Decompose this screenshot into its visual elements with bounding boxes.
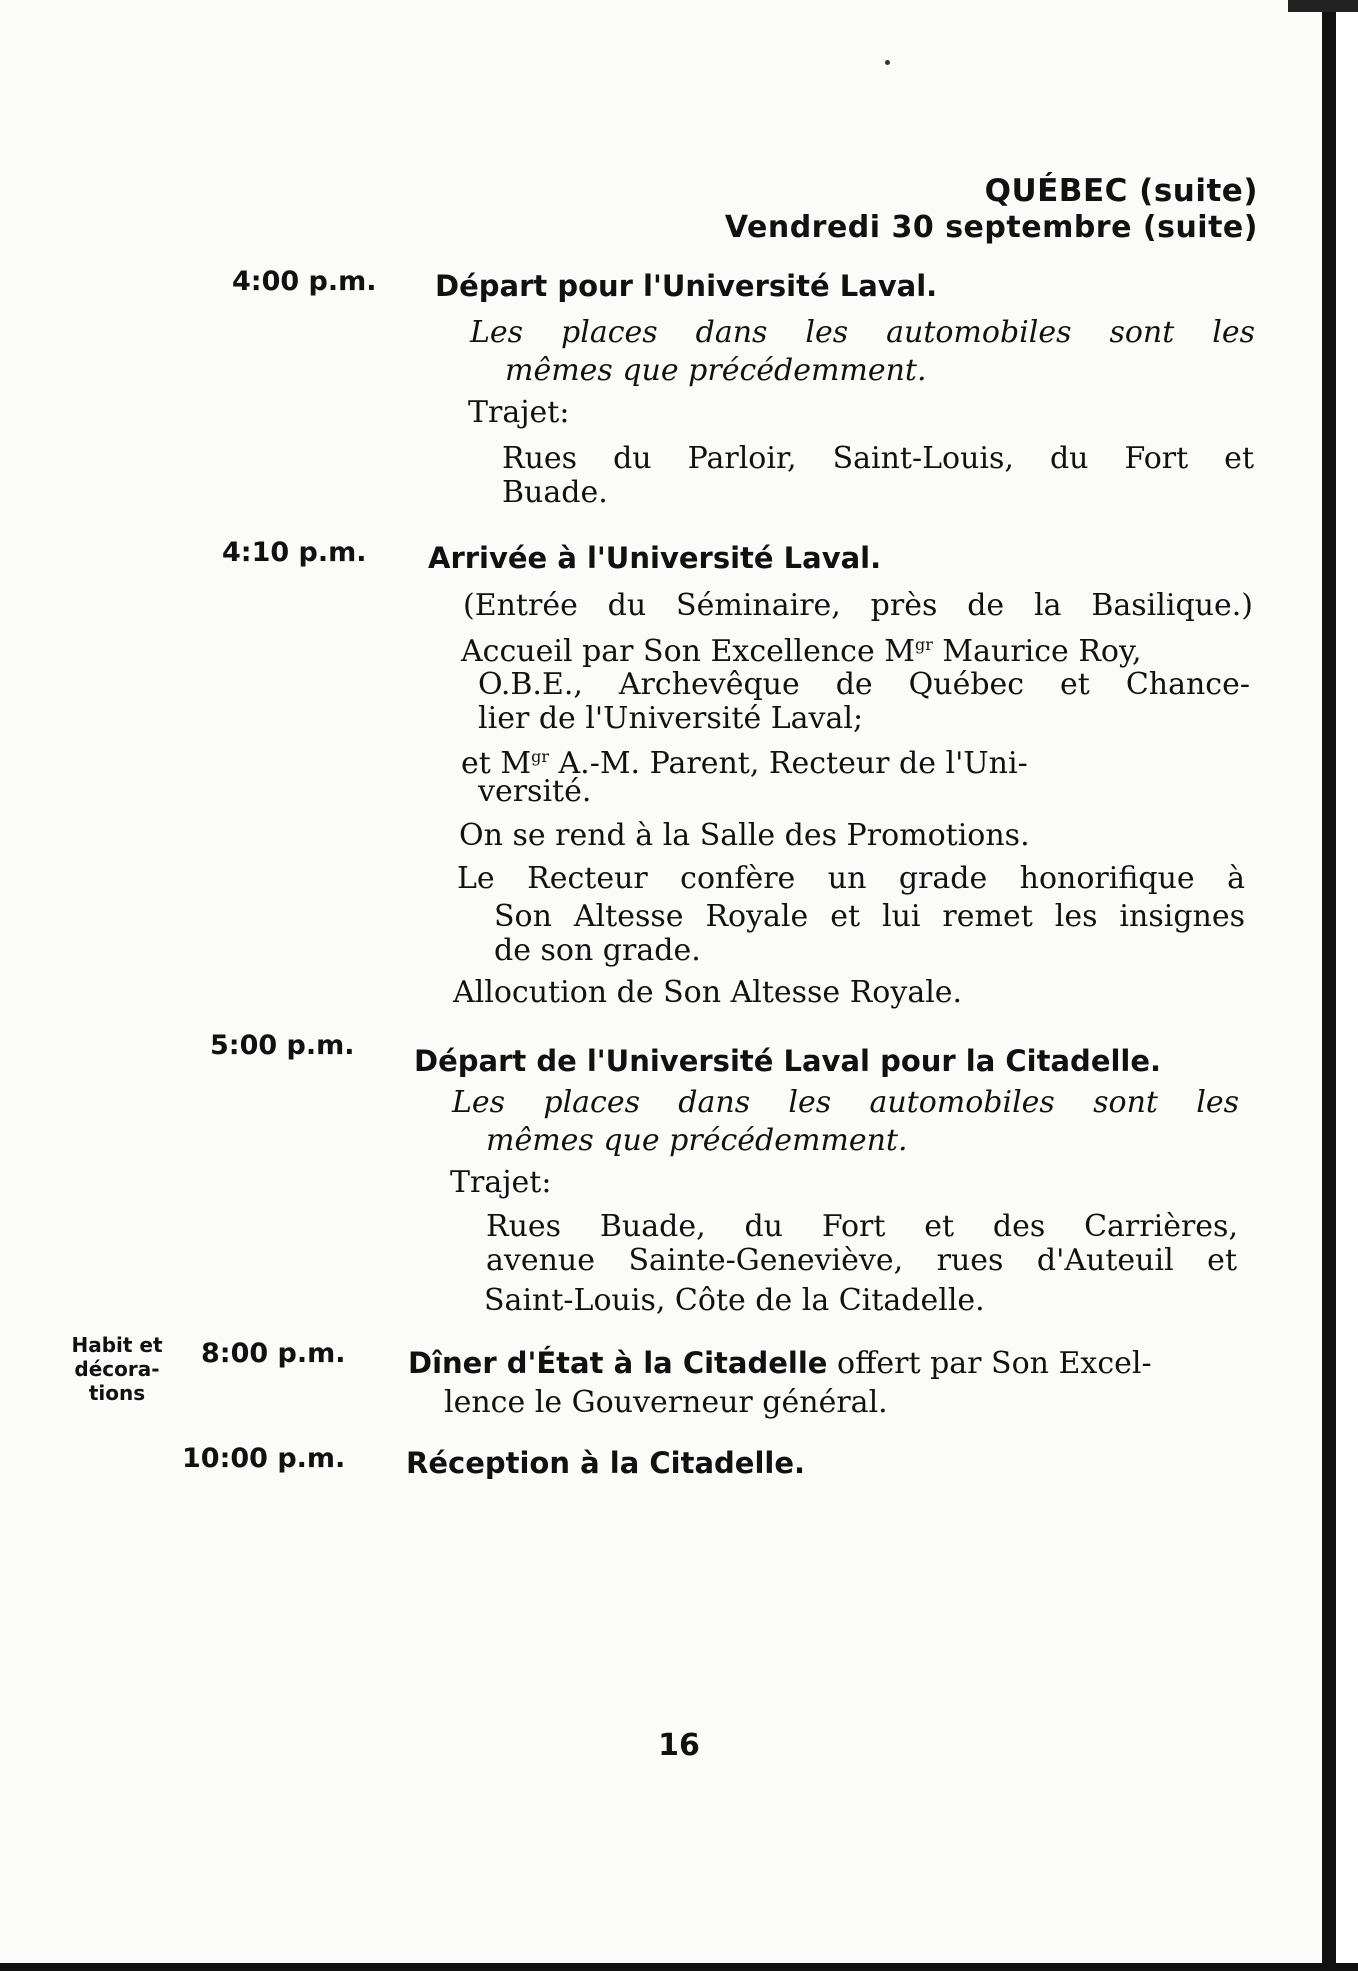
entry-line: Trajet: [468, 395, 570, 430]
entry-line: Les places dans les automobiles sont les [470, 315, 1255, 350]
entry-time: 5:00 p.m. [210, 1030, 355, 1061]
entry-line: Saint-Louis, Côte de la Citadelle. [484, 1283, 985, 1318]
dress-code-note [58, 1333, 176, 1405]
entry-line: de son grade. [494, 933, 701, 968]
entry-line: Le Recteur confère un grade honorifique à [457, 861, 1245, 896]
entry-line: Allocution de Son Altesse Royale. [453, 975, 963, 1010]
entry-line: Son Altesse Royale et lui remet les insignes [494, 899, 1245, 934]
entry-time: 8:00 p.m. [201, 1338, 346, 1369]
page-edge-bottom [0, 1963, 1358, 1971]
superscript: gr [531, 747, 549, 766]
header-city: QUÉBEC (suite) [984, 173, 1258, 209]
entry-title: Départ pour l'Université Laval. [435, 269, 938, 303]
entry-title: Arrivée à l'Université Laval. [428, 541, 882, 575]
entry-time: 4:10 p.m. [222, 537, 367, 568]
entry-title: Réception à la Citadelle. [406, 1446, 806, 1480]
entry-line: lier de l'Université Laval; [478, 701, 864, 736]
title-bold: Dîner d'État à la Citadelle [408, 1346, 828, 1380]
entry-line: Les places dans les automobiles sont les [452, 1085, 1239, 1120]
line-text: Maurice Roy, [932, 634, 1142, 669]
entry-line: On se rend à la Salle des Promotions. [459, 818, 1030, 853]
entry-time: 4:00 p.m. [232, 266, 377, 297]
entry-line: mêmes que précédemment. [505, 353, 927, 388]
entry-line: (Entrée du Séminaire, près de la Basilique.) [463, 588, 1253, 623]
entry-line: lence le Gouverneur général. [444, 1385, 888, 1420]
superscript: gr [914, 635, 933, 654]
page-number: 16 [658, 1728, 700, 1763]
entry-line: Rues Buade, du Fort et des Carrières, [486, 1209, 1238, 1244]
scan-margin [1336, 0, 1358, 1971]
line-text: Accueil par Son Excellence M [461, 634, 915, 669]
entry-line: mêmes que précédemment. [486, 1123, 908, 1158]
entry-line: versité. [478, 774, 592, 809]
entry-line [461, 628, 1254, 669]
entry-line: O.B.E., Archevêque de Québec et Chance- [478, 667, 1250, 702]
title-plain: offert par Son Excel- [827, 1346, 1152, 1381]
note-line: tions [88, 1381, 146, 1405]
header-date: Vendredi 30 septembre (suite) [724, 210, 1258, 245]
entry-line: Buade. [502, 475, 608, 510]
line-text: et M [461, 746, 532, 781]
entry-title: Départ de l'Université Laval pour la Citadelle. [414, 1044, 1162, 1078]
scan-speck [885, 60, 890, 65]
entry-line: Trajet: [450, 1165, 552, 1200]
entry-line: Rues du Parloir, Saint-Louis, du Fort et [502, 441, 1254, 476]
entry-line: avenue Sainte-Geneviève, rues d'Auteuil et [486, 1243, 1237, 1278]
note-line: décora- [74, 1357, 160, 1381]
entry-title [408, 1346, 1152, 1381]
page-edge-right [1322, 0, 1336, 1971]
entry-time: 10:00 p.m. [182, 1443, 346, 1474]
scan-smudge [1288, 0, 1358, 12]
line-text: A.-M. Parent, Recteur de l'Uni- [548, 746, 1028, 781]
note-line: Habit et [71, 1333, 163, 1357]
